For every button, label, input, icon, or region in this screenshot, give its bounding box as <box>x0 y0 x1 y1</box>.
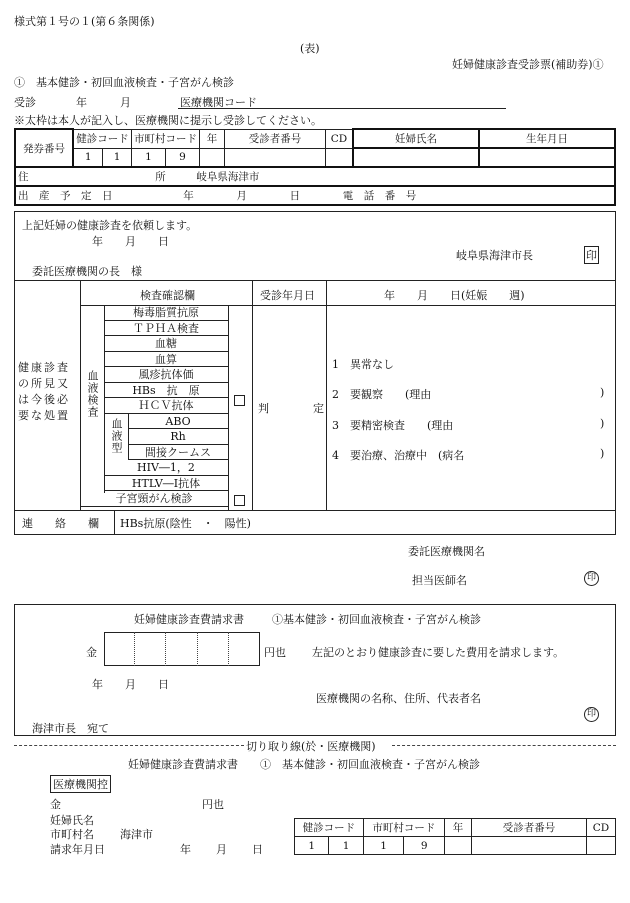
blood-type-item: Rh <box>128 429 228 445</box>
blood-item: 風疹抗体価 <box>104 367 228 383</box>
visit-date-header: 受診年月日 <box>260 289 315 302</box>
stub-yen: 円也 <box>202 798 224 811</box>
stub-header-cd: CD <box>587 819 616 837</box>
stub-claim-date-label: 請求年月日 <box>50 843 105 856</box>
stub-code-cell: 1 <box>363 837 404 855</box>
form-number: 様式第１号の１(第６条関係) <box>14 15 155 28</box>
code-cell: 9 <box>165 148 199 167</box>
blood-type-label: 血液型 <box>110 417 123 454</box>
due-month: 月 <box>236 190 247 202</box>
mayor-seal: 印 <box>584 246 599 264</box>
blood-item: HTLV―Ⅰ抗体 <box>104 476 228 492</box>
header-exam-code: 健診コード <box>73 129 131 148</box>
exam-type: ① 基本健診・初回血液検査・子宮がん検診 <box>14 76 234 89</box>
blood-test-label: 血液検査 <box>86 370 99 418</box>
request-text: 上記妊婦の健康診査を依頼します。 <box>22 219 198 232</box>
institution-name-label: 委託医療機関名 <box>408 545 485 558</box>
stub-id-table <box>294 818 616 855</box>
visit-year: 年 <box>76 96 87 109</box>
visit-label: 受診 <box>14 96 36 109</box>
judge-label: 判 定 <box>258 402 324 415</box>
visit-date-value: 年 月 日(妊娠 週) <box>384 289 525 302</box>
claim-text: 左記のとおり健康診査に要した費用を請求します。 <box>312 646 565 659</box>
stub-city: 海津市 <box>120 828 153 841</box>
blood-item: ＨＣＶ抗体 <box>104 398 228 414</box>
stub-header-patient-number: 受診者番号 <box>472 819 587 837</box>
stub-kin: 金 <box>50 798 61 811</box>
close-paren: ) <box>600 447 605 460</box>
header-year: 年 <box>200 129 225 148</box>
doctor-stamp: 印 <box>584 570 599 586</box>
due-year: 年 <box>183 190 194 202</box>
address-label-a: 住 <box>18 171 29 183</box>
header-patient-name: 妊婦氏名 <box>353 129 479 148</box>
year-cell[interactable] <box>200 148 225 167</box>
close-paren: ) <box>600 386 605 399</box>
cancer-checkbox[interactable] <box>234 495 245 509</box>
claim-stamp: 印 <box>584 706 599 722</box>
blood-item: HBs 抗 原 <box>104 383 228 399</box>
stub-code-cell: 1 <box>295 837 329 855</box>
header-birthdate: 生年月日 <box>479 129 615 148</box>
stub-header-year: 年 <box>445 819 472 837</box>
stub-code-cell: 9 <box>404 837 445 855</box>
code-cell: 1 <box>103 148 132 167</box>
contact-label: 連 絡 欄 <box>22 517 99 530</box>
address-value: 岐阜県海津市 <box>196 171 260 183</box>
blood-item: 血糖 <box>104 336 228 352</box>
result-2[interactable]: 2 要観察 (理由 <box>332 388 432 401</box>
claim-to: 海津市長 宛て <box>32 722 109 735</box>
mayor-name: 岐阜県海津市長 <box>456 249 533 262</box>
claim-title: 妊婦健康診査費請求書 <box>134 613 244 626</box>
result-4[interactable]: 4 要治療、治療中 (病名 <box>332 449 465 462</box>
blood-item: 血算 <box>104 352 228 368</box>
address-label-b: 所 <box>155 171 166 183</box>
cut-line-label: 切り取り線(於・医療機関) <box>246 740 376 753</box>
stub-header-city-code: 市町村コード <box>363 819 444 837</box>
stub-city-label: 市町村名 <box>50 828 94 841</box>
cancer-item: 子宮頸がん検診 <box>80 491 228 507</box>
contact-value[interactable]: HBs抗原(陰性 ・ 陽性) <box>120 517 251 530</box>
header-city-code: 市町村コード <box>131 129 199 148</box>
claim-type: ①基本健診・初回血液検査・子宮がん検診 <box>272 613 481 626</box>
header-cd: CD <box>326 129 354 148</box>
stub-header-exam-code: 健診コード <box>295 819 364 837</box>
stub-name-label: 妊婦氏名 <box>50 814 94 827</box>
blood-item: 梅毒脂質抗原 <box>104 305 228 321</box>
code-underline <box>178 108 506 109</box>
check-header: 検査確認欄 <box>140 289 195 302</box>
patient-number-cell[interactable] <box>225 148 326 167</box>
blood-item: ＴＰＨＡ検査 <box>104 321 228 337</box>
patient-name-cell[interactable] <box>353 148 479 167</box>
stub-title: 妊婦健康診査費請求書 ① 基本健診・初回血液検査・子宮がん検診 <box>128 758 480 771</box>
issue-number-label: 発券番号 <box>15 129 73 167</box>
birthdate-cell[interactable] <box>479 148 615 167</box>
visit-month: 月 <box>120 96 131 109</box>
claim-yen: 円也 <box>264 646 286 659</box>
stub-code-cell: 1 <box>329 837 363 855</box>
request-addressee: 委託医療機関の長 様 <box>32 265 142 278</box>
due-date-row[interactable] <box>15 186 615 205</box>
institution-code-label: 医療機関コード <box>180 96 257 109</box>
ticket-title: 妊婦健康診査受診票(補助券)① <box>452 58 604 71</box>
blood-item: HIV―1，2 <box>104 460 228 476</box>
stub-year: 年 <box>180 843 191 856</box>
notice: ※太枠は本人が記入し、医療機関に提示し受診してください。 <box>14 114 322 127</box>
header-patient-number: 受診者番号 <box>225 129 326 148</box>
cd-cell[interactable] <box>326 148 354 167</box>
stub-copy-label: 医療機関控 <box>50 775 111 793</box>
findings-label: 健康診査の所見又は今後必要な処置 <box>18 361 70 422</box>
doctor-name-label: 担当医師名 <box>412 574 467 587</box>
claim-kin: 金 <box>86 646 97 659</box>
blood-type-item: ABO <box>128 414 228 430</box>
due-date-label: 出 産 予 定 日 <box>18 190 113 202</box>
amount-field[interactable] <box>104 632 260 666</box>
request-date: 年 月 日 <box>92 235 169 248</box>
stub-year-cell[interactable] <box>445 837 472 855</box>
front-label: (表) <box>300 42 320 55</box>
id-table <box>14 128 616 206</box>
claim-date: 年 月 日 <box>92 678 169 691</box>
claim-institution: 医療機関の名称、住所、代表者名 <box>316 692 481 705</box>
code-cell: 1 <box>131 148 165 167</box>
result-1[interactable]: 1 異常なし <box>332 358 394 371</box>
code-cell: 1 <box>73 148 103 167</box>
close-paren: ) <box>600 417 605 430</box>
phone-label: 電 話 番 号 <box>342 190 417 202</box>
stub-cd-cell[interactable] <box>587 837 616 855</box>
stub-patient-number-cell[interactable] <box>472 837 587 855</box>
result-3[interactable]: 3 要精密検査 (理由 <box>332 419 454 432</box>
blood-checkbox[interactable] <box>234 395 245 409</box>
stub-day: 日 <box>252 843 263 856</box>
blood-type-item: 間接クームス <box>128 445 228 461</box>
address-row[interactable] <box>15 167 615 186</box>
stub-month: 月 <box>216 843 227 856</box>
due-day: 日 <box>289 190 301 202</box>
